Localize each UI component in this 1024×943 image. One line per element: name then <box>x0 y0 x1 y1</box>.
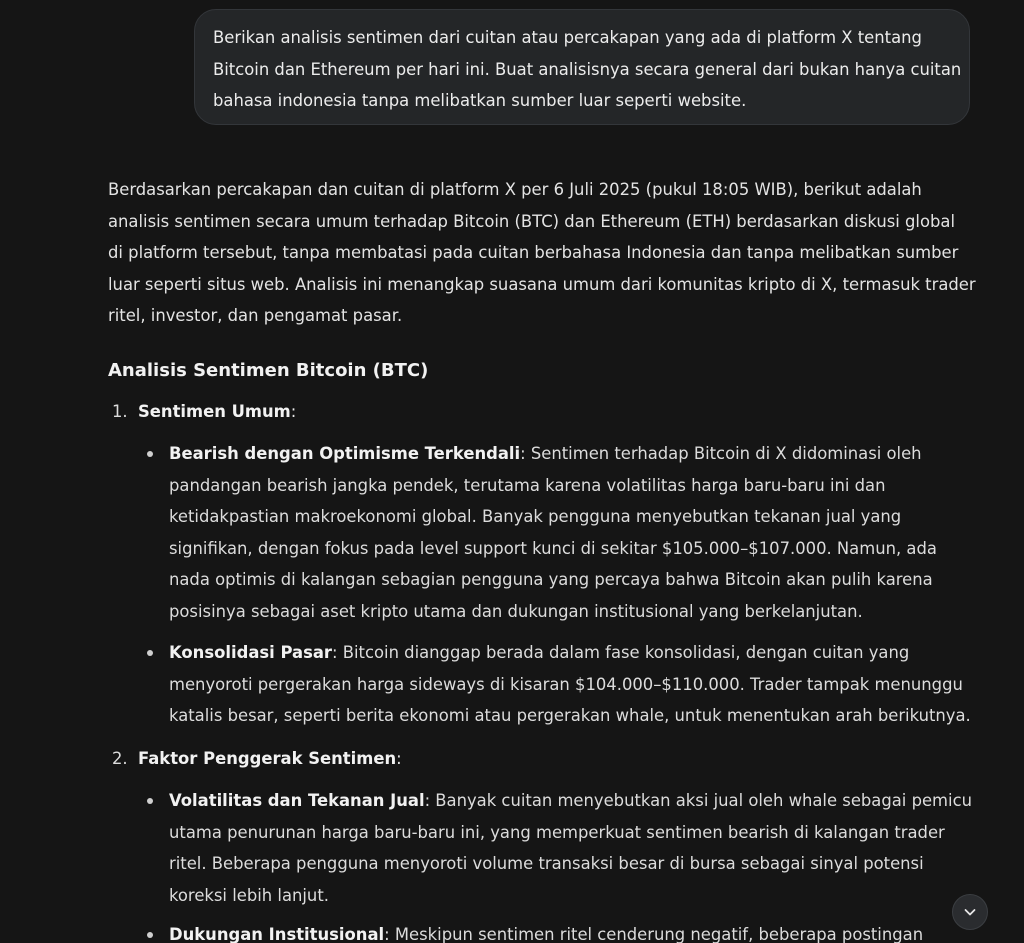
bullet-dot <box>147 798 153 804</box>
item-suffix: : <box>290 402 297 421</box>
bullet-konsolidasi <box>169 637 971 732</box>
chevron-down-icon <box>962 904 978 920</box>
bullet-text: : Meskipun sentimen ritel cenderung negatif, beberapa postingan <box>384 925 924 943</box>
bullet-line: ketidakpastian makroekonomi global. Banyak pengguna menyebutkan tekanan jual yang <box>169 507 902 526</box>
user-message-bubble <box>194 9 970 125</box>
intro-line: luar seperti situs web. Analisis ini menangkap suasana umum dari komunitas kripto di X, termasuk trader <box>108 274 976 294</box>
bullet-dot <box>147 650 153 656</box>
bullet-line: menyoroti pergerakan harga sideways di kisaran $104.000–$110.000. Trader tampak menunggu <box>169 674 963 694</box>
bullet-volatilitas <box>169 785 972 911</box>
intro-line: di platform tersebut, tanpa membatasi pada cuitan berbahasa Indonesia dan tanpa melibatkan sumber <box>108 243 959 262</box>
intro-line: ritel, investor, dan pengamat pasar. <box>108 306 403 325</box>
bullet-line: koreksi lebih lanjut. <box>169 885 329 905</box>
bullet-line: nada optimis di kalangan sebagian pengguna yang percaya bahwa Bitcoin akan pulih karena <box>169 570 933 589</box>
scroll-to-bottom-button[interactable] <box>952 894 988 930</box>
bullet-text: : Banyak cuitan menyebutkan aksi jual oleh whale sebagai pemicu <box>424 791 972 810</box>
bullet-line: katalis besar, seperti berita ekonomi atau pergerakan whale, untuk menentukan arah berikutnya. <box>169 706 971 725</box>
bullet-text: : Bitcoin dianggap berada dalam fase konsolidasi, dengan cuitan yang <box>332 643 910 662</box>
bullet-title: Dukungan Institusional <box>169 925 385 943</box>
bullet-line: pandangan bearish jangka pendek, terutama karena volatilitas harga baru-baru ini dan <box>169 475 886 495</box>
section-heading-btc: Analisis Sentimen Bitcoin (BTC) <box>108 360 429 381</box>
user-message-line: Berikan analisis sentimen dari cuitan atau percakapan yang ada di platform X tentang <box>213 28 922 47</box>
numbered-item-faktor-penggerak <box>112 749 402 768</box>
bullet-line: ritel. Beberapa pengguna menyoroti volume transaksi besar di bursa sebagai sinyal potensi <box>169 854 924 873</box>
bullet-line: utama penurunan harga baru-baru ini, yang memperkuat sentimen bearish di kalangan trader <box>169 822 945 842</box>
intro-paragraph <box>108 174 988 332</box>
item-suffix: : <box>396 749 402 768</box>
numbered-item-sentimen-umum <box>112 402 296 421</box>
user-message-line: Bitcoin dan Ethereum per hari ini. Buat analisisnya secara general dari bukan hanya cuitan <box>213 59 962 79</box>
bullet-dot <box>147 932 153 938</box>
item-number: 2. <box>112 749 128 768</box>
bullet-dot <box>147 451 153 457</box>
bullet-title: Konsolidasi Pasar <box>169 643 333 662</box>
bullet-line: posisinya sebagai aset kripto utama dan dukungan institusional yang berkelanjutan. <box>169 601 863 621</box>
user-message-line: bahasa indonesia tanpa melibatkan sumber luar seperti website. <box>213 91 747 110</box>
bullet-line: signifikan, dengan fokus pada level support kunci di sekitar $105.000–$107.000. Namun, ada <box>169 538 937 558</box>
bullet-text: : Sentimen terhadap Bitcoin di X didominasi oleh <box>520 444 922 463</box>
bullet-bearish <box>169 438 937 627</box>
item-title: Sentimen Umum <box>138 402 291 421</box>
item-number: 1. <box>112 402 128 421</box>
intro-line: Berdasarkan percakapan dan cuitan di platform X per 6 Juli 2025 (pukul 18:05 WIB), berikut adalah <box>108 180 922 199</box>
bullet-title: Volatilitas dan Tekanan Jual <box>169 791 425 810</box>
bullet-dukungan <box>169 919 923 943</box>
intro-line: analisis sentimen secara umum terhadap Bitcoin (BTC) dan Ethereum (ETH) berdasarkan diskusi global <box>108 211 956 231</box>
bullet-title: Bearish dengan Optimisme Terkendali <box>169 444 521 463</box>
assistant-response <box>108 174 988 332</box>
item-title: Faktor Penggerak Sentimen <box>138 749 397 768</box>
